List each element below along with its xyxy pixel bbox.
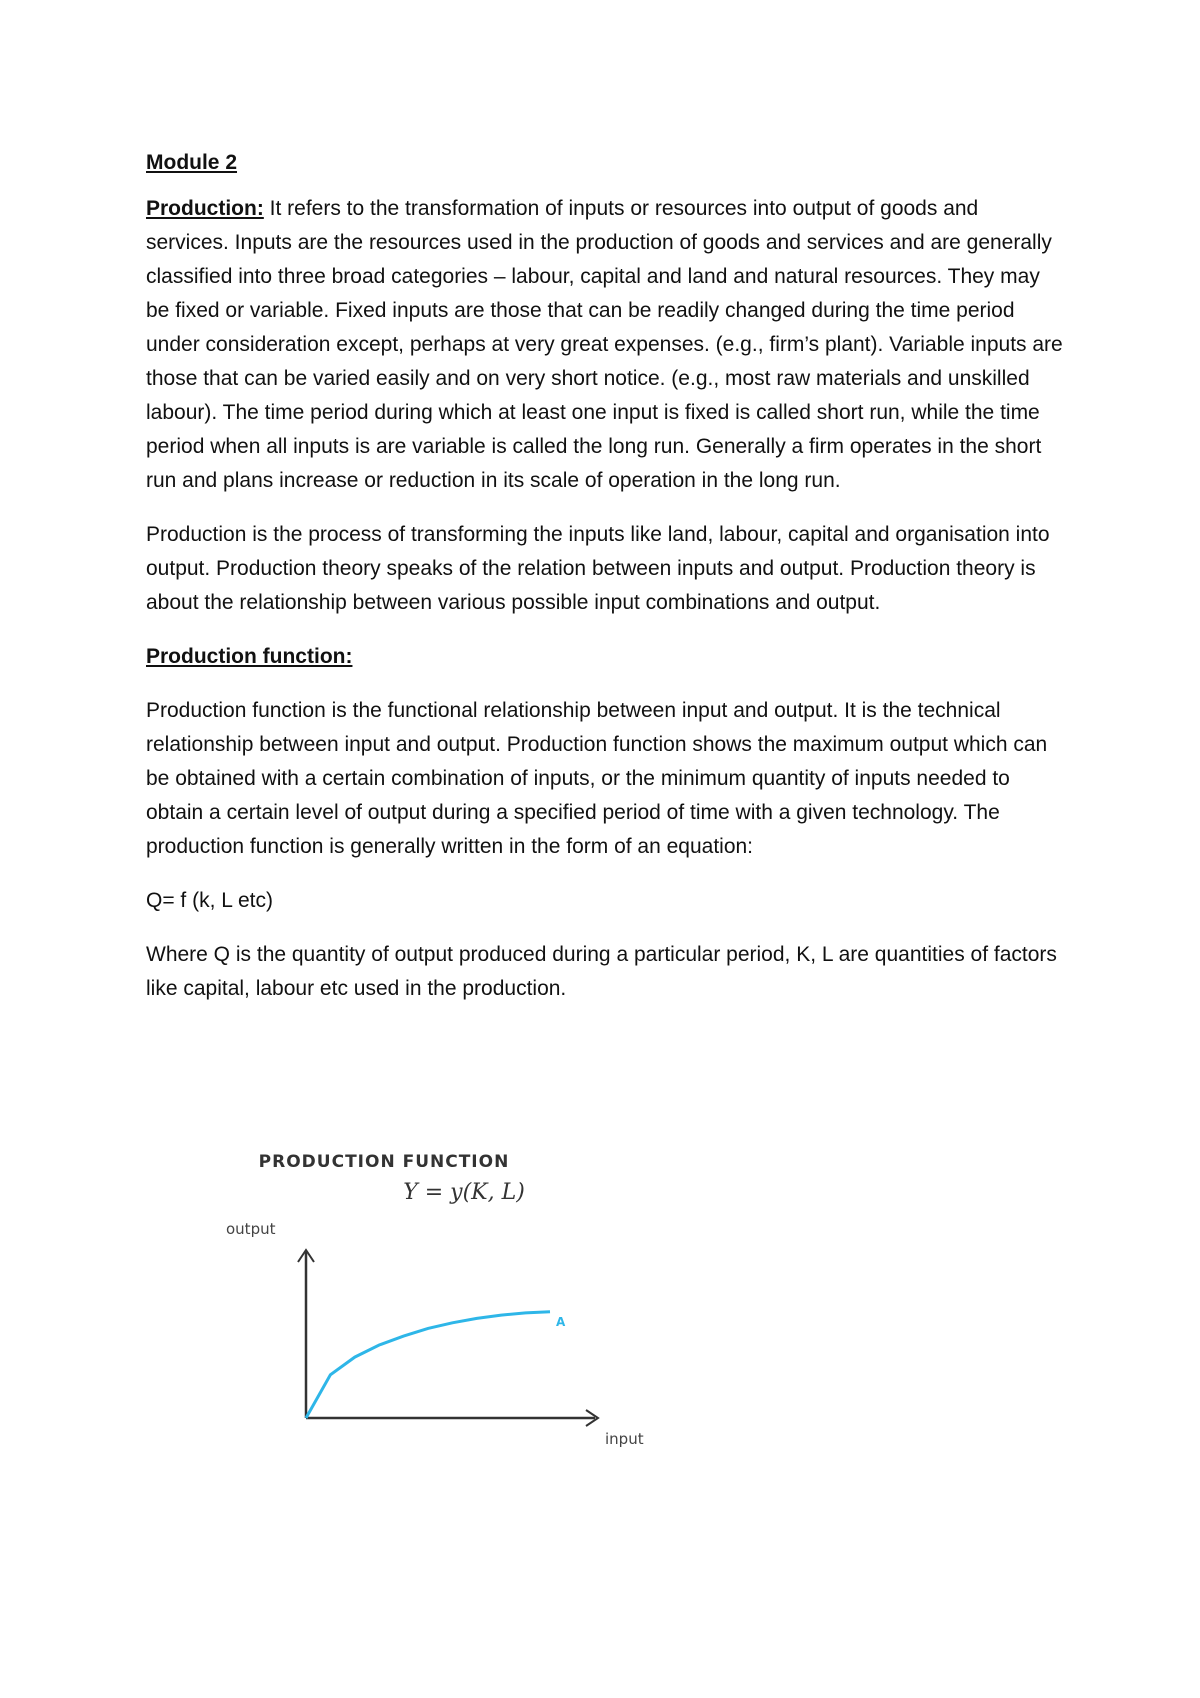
y-axis-label: output — [226, 1220, 276, 1238]
x-axis-label: input — [605, 1430, 644, 1448]
production-curve — [306, 1312, 550, 1418]
production-equation: Q= f (k, L etc) — [146, 889, 274, 912]
figure-title: PRODUCTION FUNCTION — [258, 1152, 510, 1172]
production-term: Production: — [146, 197, 264, 220]
production-function-heading: Production function: — [146, 645, 353, 668]
document-body — [146, 146, 1066, 1026]
module-title: Module 2 — [146, 151, 238, 174]
equation-explanation: Where Q is the quantity of output produced during a particular period, K, L are quantities of factors like capital, labour etc used in the production. — [146, 943, 1057, 1000]
production-process-paragraph: Production is the process of transforming the inputs like land, labour, capital and organisation into output. Production theory speaks of the relation between inputs and output. Production theory is about the relationship between various possible input combinations and output. — [146, 523, 1050, 614]
production-definition: It refers to the transformation of inputs or resources into output of goods and services. Inputs are the resources used in the production of goods and services and are generally classified into three broad categories – labour, capital and land and natural resources. They may be fixed or variable. Fixed inputs are those that can be readily changed during the time period under consideration except, perhaps at very great expenses. (e.g., firm’s plant). Variable inputs are those that can be varied easily and on very short notice. (e.g., most raw materials and unskilled labour). The time period during which at least one input is fixed is called short run, while the time period when all inputs is are variable is called the long run. Generally a firm operates in the short run and plans increase or reduction in its scale of operation in the long run. — [146, 197, 1063, 492]
production-function-chart — [210, 1148, 670, 1508]
production-paragraph — [146, 192, 1066, 498]
figure-equation: Y = y(K, L) — [403, 1180, 525, 1205]
curve-label: A — [556, 1314, 566, 1329]
production-function-paragraph: Production function is the functional relationship between input and output. It is the technical relationship between input and output. Production function shows the maximum output which can be obtained with a certain combination of inputs, or the minimum quantity of inputs needed to obtain a certain level of output during a specified period of time with a given technology. The production function is generally written in the form of an equation: — [146, 699, 1048, 858]
